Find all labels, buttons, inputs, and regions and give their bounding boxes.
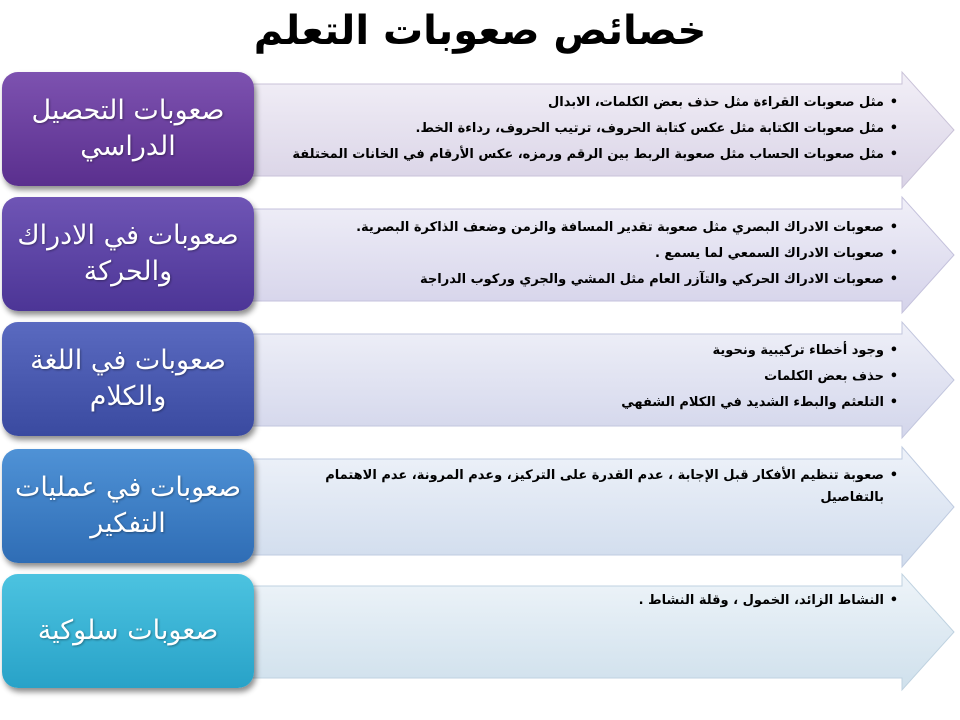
page-title: خصائص صعوبات التعلم [253, 8, 707, 54]
row-academic [0, 70, 960, 190]
arrow-shape [230, 570, 958, 695]
category-box [2, 72, 254, 186]
bullet-item: • صعوبات الادراك الحركي والتآزر العام مثل المشي والجري وركوب الدراجة [356, 267, 898, 293]
bullet-item: • حذف بعض الكلمات [621, 364, 898, 390]
bullet-list [639, 590, 898, 612]
bullet-item: • وجود أخطاء تركيبية ونحوية [621, 338, 898, 364]
category-box [2, 197, 254, 311]
category-box [2, 449, 254, 563]
row-perception [0, 195, 960, 315]
bullet-list [292, 90, 898, 168]
bullet-item: • النشاط الزائد، الخمول ، وقلة النشاط . [639, 590, 898, 612]
category-box [2, 322, 254, 436]
bullet-list [288, 465, 898, 509]
row-behavioral [0, 570, 960, 695]
bullet-item: • صعوبات الادراك السمعي لما يسمع . [356, 241, 898, 267]
row-language [0, 320, 960, 440]
bullet-list [621, 338, 898, 416]
bullet-item: • مثل صعوبات الكتابة مثل عكس كتابة الحروف، ترتيب الحروف، رداءة الخط. [292, 116, 898, 142]
bullet-item: • صعوبات الادراك البصري مثل صعوبة تقدير المسافة والزمن وضعف الذاكرة البصرية. [356, 215, 898, 241]
bullet-item: • التلعثم والبطء الشديد في الكلام الشفهي [621, 390, 898, 416]
category-box [2, 574, 254, 688]
bullet-item: • مثل صعوبات القراءة مثل حذف بعض الكلمات، الابدال [292, 90, 898, 116]
category-heading: صعوبات سلوكية [37, 614, 219, 646]
bullet-item: • مثل صعوبات الحساب مثل صعوبة الربط بين الرقم ورمزه، عكس الأرقام في الخانات المختلفة [292, 142, 898, 168]
bullet-item: • صعوبة تنظيم الأفكار قبل الإجابة ، عدم القدرة على التركيز، وعدم المرونة، عدم الاهتمام بالتفاصيل [288, 465, 898, 509]
category-heading: صعوبات في عمليات التفكير [14, 471, 242, 539]
row-thinking [0, 445, 960, 570]
category-heading: صعوبات في اللغة والكلام [30, 344, 226, 412]
category-heading: صعوبات في الادراك والحركة [17, 219, 239, 287]
category-heading: صعوبات التحصيل الدراسي [31, 94, 225, 162]
bullet-list [356, 215, 898, 293]
